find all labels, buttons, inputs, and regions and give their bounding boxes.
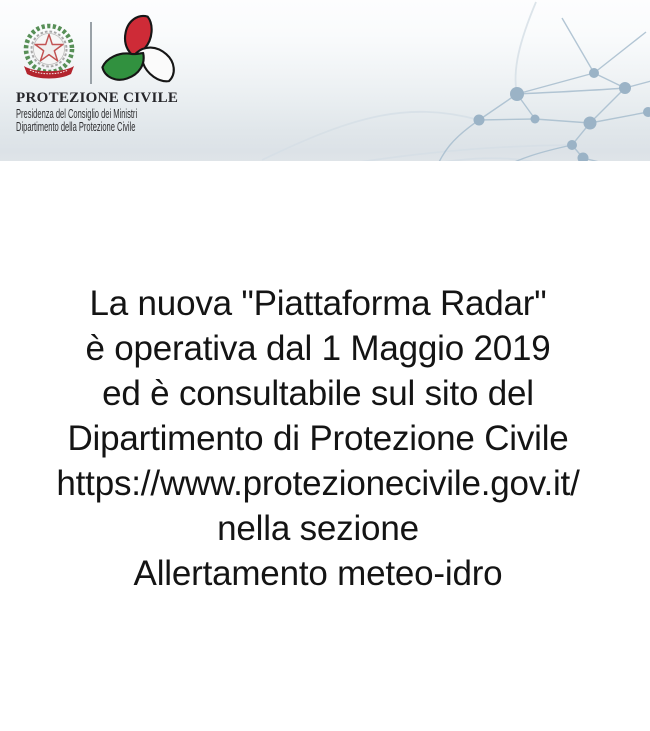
protezione-civile-logo-icon — [101, 11, 181, 91]
notice-line-1: La nuova "Piattaforma Radar" — [89, 284, 547, 323]
notice-text-block — [0, 281, 636, 596]
notice-line-3: ed è consultabile sul sito del — [102, 374, 534, 413]
network-graphic-icon — [0, 0, 650, 161]
org-text-block — [16, 90, 225, 133]
org-subtitle-line2: Dipartimento della Protezione Civile — [16, 118, 136, 134]
notice-url-line: https://www.protezionecivile.gov.it/ — [56, 464, 580, 503]
logo-divider — [90, 22, 92, 84]
notice-line-4: Dipartimento di Protezione Civile — [67, 419, 569, 458]
org-subtitle-line1: Presidenza del Consiglio dei Ministri — [16, 106, 138, 121]
notice-line-7: Allertamento meteo-idro — [133, 554, 503, 593]
notice-line-6: nella sezione — [217, 509, 419, 548]
org-name: PROTEZIONE CIVILE — [16, 90, 179, 106]
header-banner — [0, 0, 650, 161]
italy-emblem-icon — [20, 22, 78, 82]
notice-line-2: è operativa dal 1 Maggio 2019 — [85, 329, 551, 368]
